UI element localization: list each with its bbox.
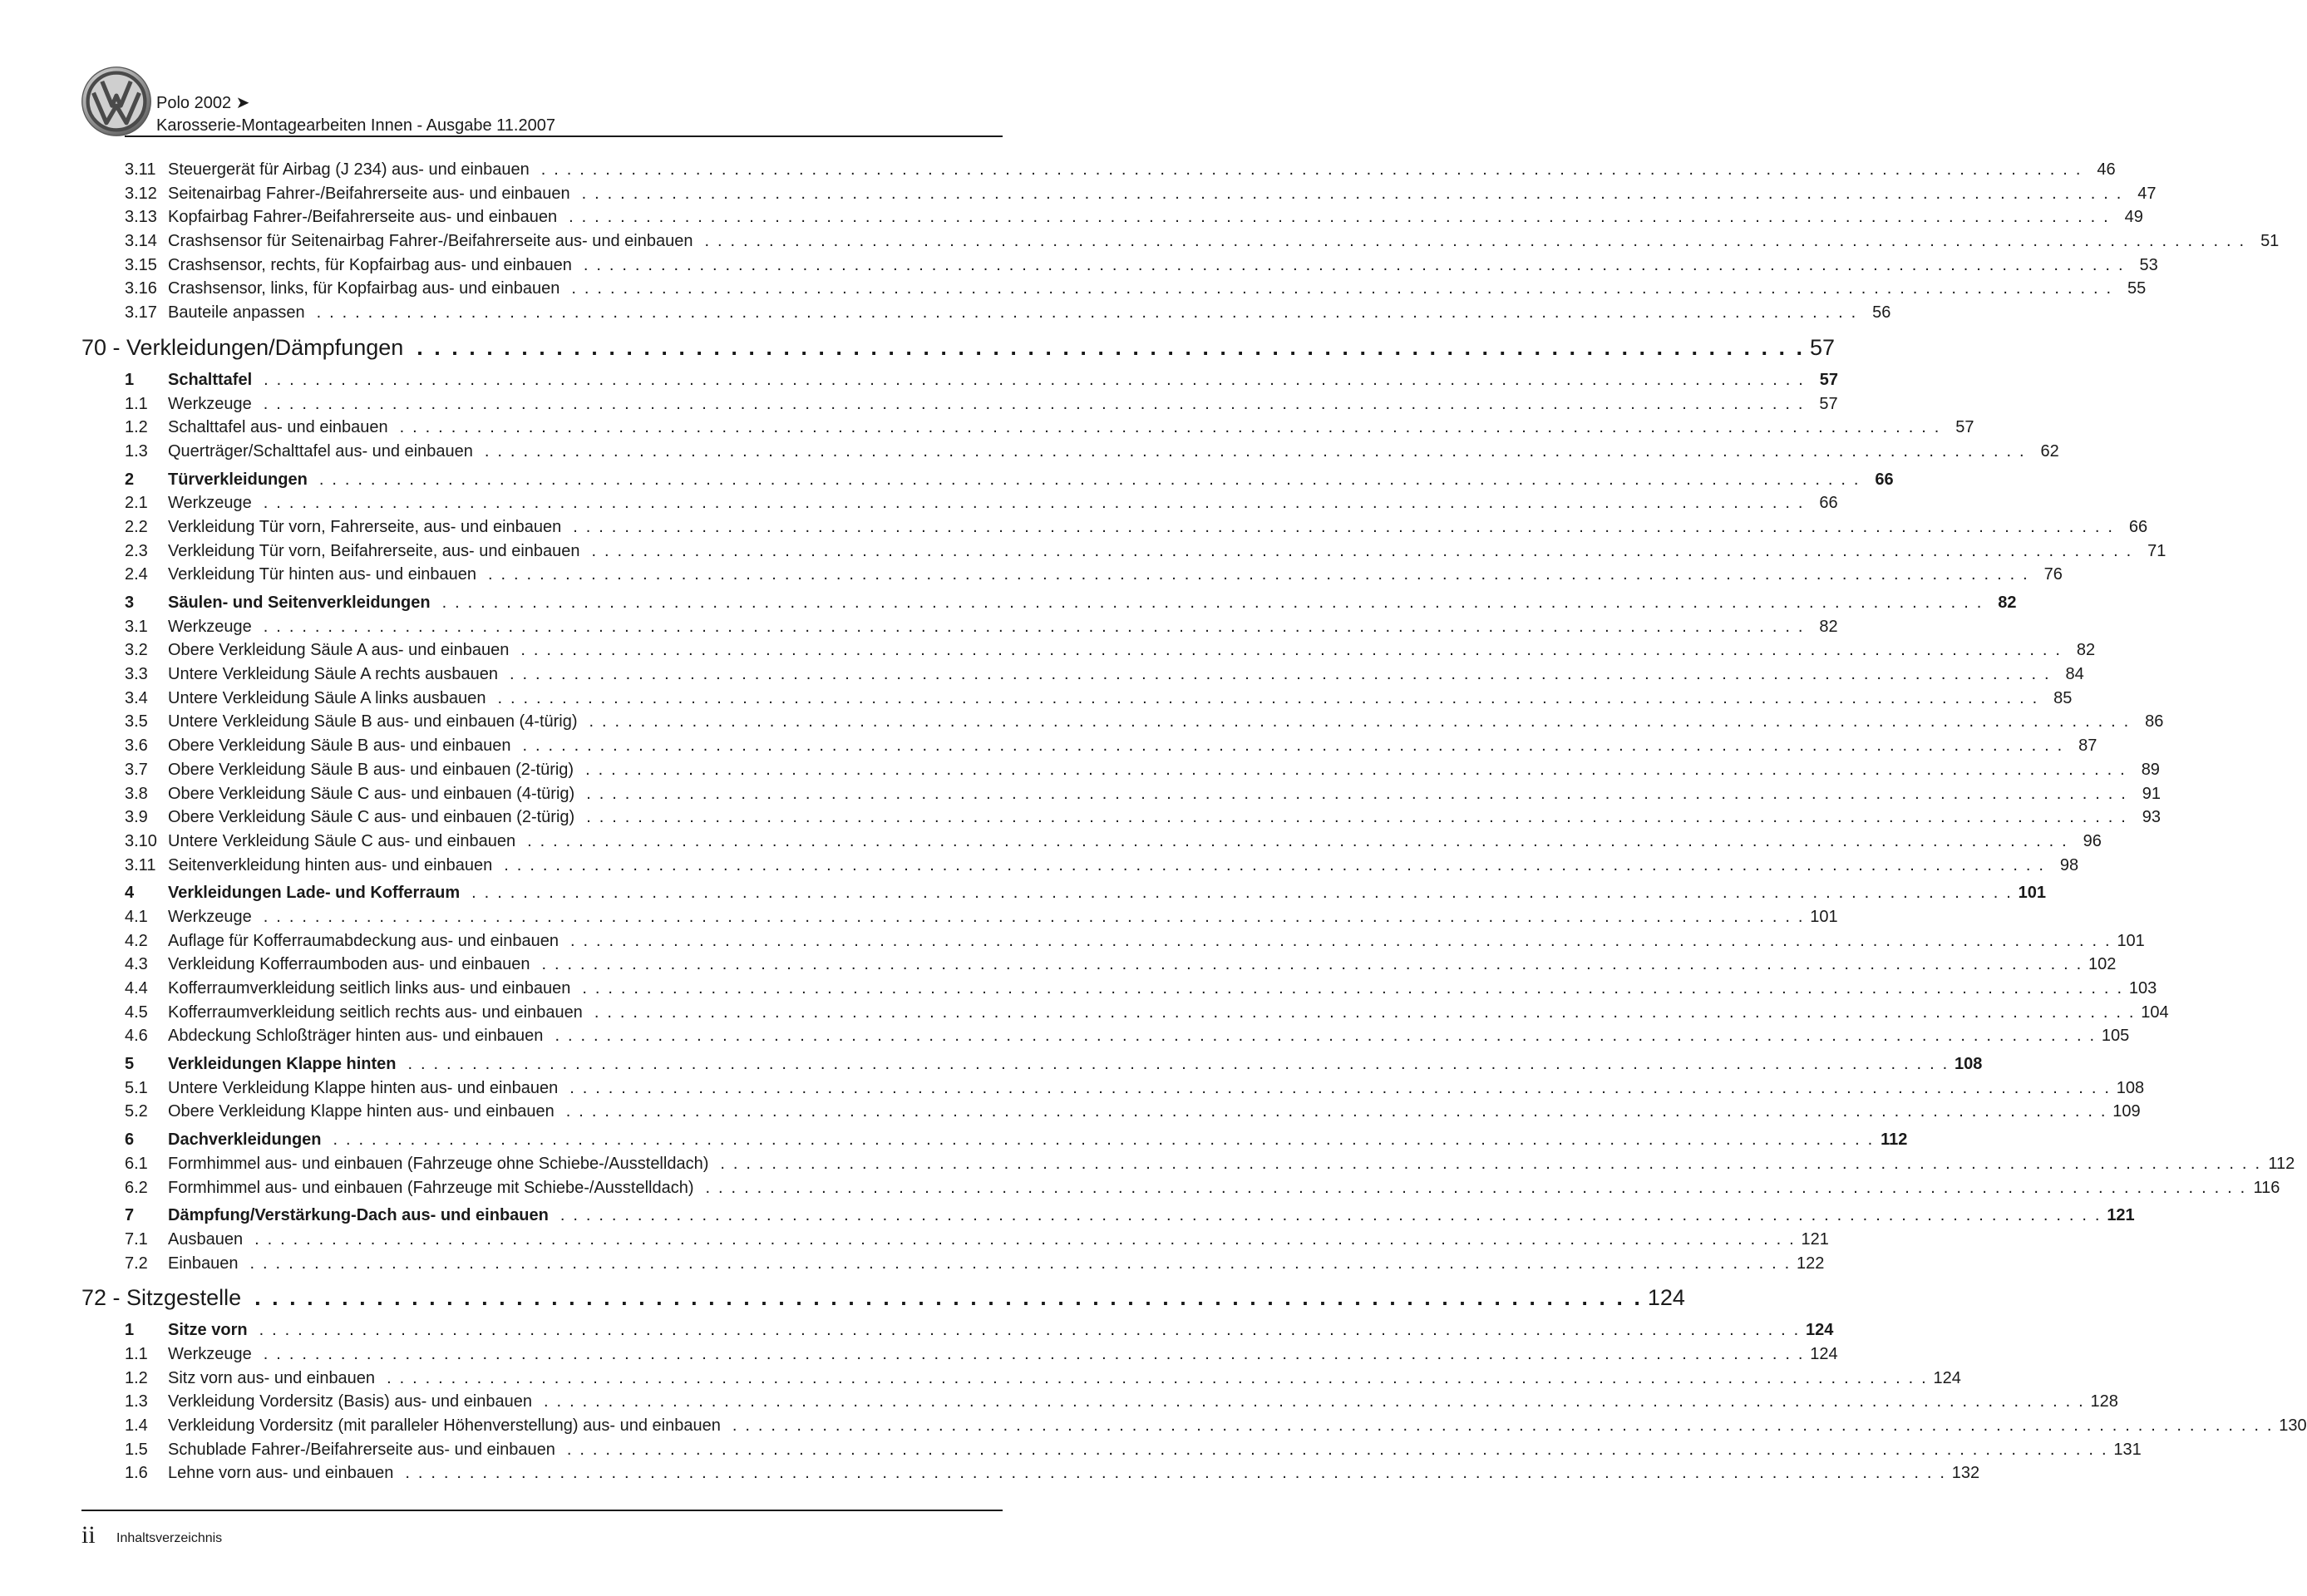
toc-entry[interactable]: [81, 539, 2167, 564]
toc-entry[interactable]: [81, 1100, 2141, 1124]
toc-entry[interactable]: [81, 1076, 2145, 1101]
toc-entry-title: Schalttafel: [168, 370, 253, 389]
dot-leader: . . . . . . . . . . . . . . . . . . . . . . . . . . . . . . . . . . . . . . . . . . . . . . . . . . . . . . . . . . . . . . . . . . . . . . . . . . . . . . . . . . . . . . . . . . . . . . . . . . . . . . . . . . . . . . . . . . . . . . . .: [522, 736, 2064, 756]
toc-entry-page: 112: [2268, 1154, 2295, 1173]
toc-entry-page: 82: [2076, 641, 2096, 660]
toc-entry-page: 131: [2113, 1440, 2142, 1459]
toc-entry-title: Verkleidung Kofferraumboden aus- und einbauen: [168, 955, 530, 974]
toc-entry-page: 51: [2260, 232, 2280, 251]
toc-entry-page: 62: [2040, 441, 2059, 461]
toc-entry[interactable]: [81, 805, 2162, 830]
dot-leader: . . . . . . . . . . . . . . . . . . . . . . . . . . . . . . . . . . . . . . . . . . . . . . . . . . . . . . . . . . . . . . . . . . . . . . . . . . . . . . . . . . . . . . . . . . . . . . . . . . . . . . . . . . . . . . . . . . . . . . . .: [573, 517, 2115, 536]
toc-entry[interactable]: [81, 1252, 1825, 1276]
dot-leader: . . . . . . . . . . . . . . . . . . . . . . . . . . . . . . . . . . . . . . . . . . . . . . . . . . . . . . . . . . . . . . . . . . . . . . . . . . . . . . . . . . . . . . . . . . . . . . . . . . . . . . . . . . . . . . . . . . . . . . . .: [333, 1130, 1875, 1150]
dot-leader: . . . . . . . . . . . . . . . . . . . . . . . . . . . . . . . . . . . . . . . . . . . . . . . . . . . . . . . . . . . . . . . . . . . . . . . . . . . . . . . . . . . . . . . . . . . . . . . . . . . . . . . . . . . . . . . . . . . . . . . .: [540, 160, 2083, 179]
toc-entry-number: 1.4: [125, 1416, 148, 1435]
footer-label: Inhaltsverzeichnis: [116, 1531, 223, 1545]
dot-leader: . . . . . . . . . . . . . . . . . . . . . . . . . . . . . . . . . . . . . . . . . . . . . . . . . . . . . . . . . . . . . . . . . . . . . . . . . . . . . . . . . . . . . . . . . . . . . . . . . . . . . . . . . . . . . . . . . . . . . . . .: [399, 418, 1941, 437]
dot-leader: . . . . . . . . . . . . . . . . . . . . . . . . . . . . . . . . . . . . . . . . . . . . . . . . . . . . . . . . . . . . . . . . . . . . . . . . . . . . . . . . . . . . . . . . . . . . . . . . . . . . . . . . . . . . . . . . . . . . . . . .: [471, 884, 2014, 903]
toc-entry-number: 1.5: [125, 1440, 148, 1459]
toc-entry-number: 3.1: [125, 617, 148, 636]
toc-entry[interactable]: [81, 491, 1838, 515]
vw-logo-icon: [81, 66, 152, 137]
toc-entry[interactable]: [81, 563, 2063, 587]
toc-entry-number: 4.1: [125, 907, 148, 926]
dot-leader: . . . . . . . . . . . . . . . . . . . . . . . . . . . . . . . . . . . . . . . . . . . . . . . . . . . . . . . . . . . . . . . . . . . . . . . . . . . . . . . . . . . . . . . . . . . . . . . . . . . . . . . . . . . . . . . . . . . . . . . .: [582, 979, 2124, 998]
toc-entry-page: 128: [2090, 1392, 2118, 1411]
toc-entry[interactable]: [81, 1152, 2295, 1176]
toc-section-entry[interactable]: [81, 1128, 1908, 1152]
toc-entry-title: Sitz vorn aus- und einbauen: [168, 1368, 376, 1387]
toc-entry-page: 55: [2127, 279, 2147, 298]
toc-entry-number: 2: [125, 470, 135, 489]
toc-entry-page: 53: [2139, 255, 2158, 274]
toc-entry-page: 121: [1801, 1229, 1829, 1249]
toc-entry-title: Kofferraumverkleidung seitlich links aus- und einbauen: [168, 979, 571, 998]
footer-page-number: ii: [81, 1521, 96, 1549]
toc-entry[interactable]: [81, 254, 2158, 278]
toc-entry-number: 2.4: [125, 565, 148, 584]
toc-entry[interactable]: [81, 1438, 2142, 1462]
toc-entry-page: 121: [2107, 1206, 2135, 1225]
toc-entry-number: 4: [125, 884, 135, 903]
toc-entry-title: Querträger/Schalttafel aus- und einbauen: [168, 441, 473, 461]
toc-entry-number: 3.10: [125, 831, 157, 850]
dot-leader: . . . . . . . . . . . . . . . . . . . . . . . . . . . . . . . . . . . . . . . . . . . . . . . . . . . . . . . . . . . . . . . . . . . . . . . . . . . . . . . . . . . . . . . . . . . . . . . . . . . . . . . . . . . . . . . . . . . . . . . .: [541, 955, 2083, 974]
header-subtitle: Karosserie-Montagearbeiten Innen - Ausgabe 11.2007: [156, 116, 555, 135]
dot-leader: . . . . . . . . . . . . . . . . . . . . . . . . . . . . . . . . . . . . . . . . . . . . . . . . . . . . . . . . . . . . . . . . . . . . . . . . . . . . . . . . . . . . . . . . . . . . . . . . . . . . . . . . . . . . . . . . . . . . . . . .: [488, 565, 2029, 584]
toc-entry-title: Dachverkleidungen: [168, 1130, 322, 1150]
toc-entry-title: Werkzeuge: [168, 394, 252, 413]
dot-leader: . . . . . . . . . . . . . . . . . . . . . . . . . . . . . . . . . . . . . . . . . . . . . . . . . . . . . . . . . . . . . . . . . . . . . . . . . . . . . . . . . . . . . . . . . . . . . . . . . . . . . . . . . . . . . . . . . . . . . . . .: [559, 1206, 2102, 1225]
toc-entry-number: 1.1: [125, 1344, 148, 1363]
toc-entry-page: 76: [2043, 565, 2063, 584]
toc-entry-number: 3.14: [125, 232, 157, 251]
toc-entry-page: 116: [2253, 1178, 2280, 1197]
toc-entry-page: 98: [2059, 855, 2079, 874]
toc-entry-page: 46: [2097, 160, 2116, 179]
toc-entry-number: 3.8: [125, 784, 148, 803]
dot-leader: . . . . . . . . . . . . . . . . . . . . . . . . . . . . . . . . . . . . . . . . . . . . . . . . . . . . . . . . . . . . . . . . . . . . . . . . . . . . . . . . . . . . . . . . . . . . . . . . . . . . . . . . . . . . . . . . . . . . . . . .: [263, 494, 1805, 513]
toc-entry-page: 93: [2142, 808, 2162, 827]
toc-entry-number: 4.6: [125, 1027, 148, 1046]
toc-entry[interactable]: [81, 687, 2073, 711]
toc-entry[interactable]: [81, 929, 2145, 953]
toc-entry-title: Kopfairbag Fahrer-/Beifahrerseite aus- und einbauen: [168, 208, 558, 227]
toc-section-entry[interactable]: [81, 368, 1838, 392]
toc-entry[interactable]: [81, 953, 2117, 977]
dot-leader: . . . . . . . . . . . . . . . . . . . . . . . . . . . . . . . . . . . . . . . . . . . . . . . . . . . . . . . . . . . . . . . . . . . . . . . . . . . . . . . . . . . . . . . . . . . . . . . . . . . . . . . . . . . . . . . . . . . . . . . .: [405, 1464, 1947, 1483]
dot-leader: . . . . . . . . . . . . . . . . . . . . . . . . . . . . . . . . . . . . . . . . . . . . . . . . . . . . . . . . . . . . . . . . . . . . . . . . . . . . . . . . . . . . . . . . . . . . . . . . . . . . . . . . . . . . . . . . . . . . . . . .: [589, 712, 2131, 732]
toc-entry[interactable]: [81, 1342, 1838, 1367]
dot-leader: . . . . . . . . . . . . . . . . . . . . . . . . . . . . . . . . . . . . . . . . . . . . . . . . . . . . . . . . . . . . . . . . . . . . . . . . . . . . . . . . . . . . . . . . . . . . . . . . . . . . . . . . . . . . . . . . . . . . . . . .: [569, 208, 2110, 227]
toc-entry-title: Untere Verkleidung Säule A rechts ausbauen: [168, 665, 498, 684]
toc-entry-number: 3: [125, 594, 135, 612]
dot-leader: . . . . . . . . . . . . . . . . . . . . . . . . . . . . . . . . . . . . . . . . . . . . . . . . . . . . . . . . . . . . . . . . . . . . . . . . . . . . . . . . . . . . . . . . . . . . . . . . . . . . . . . . . . . . . . . . . . . . . . . .: [509, 665, 2051, 684]
toc-entry[interactable]: [81, 277, 2147, 301]
toc-entry-title: Schalttafel aus- und einbauen: [168, 418, 388, 437]
toc-entry-page: 109: [2112, 1102, 2141, 1121]
toc-entry-page: 56: [1872, 303, 1891, 323]
toc-section-entry[interactable]: [81, 591, 2017, 615]
dot-leader: . . . . . . . . . . . . . . . . . . . . . . . . . . . . . . . . . . . . . . . . . . . . . . . . . . . . . . . . . . . . . . . . . . . . . . . . . . . . . . . . . . . . . . . . . . . . . . . . . . . . . . . . . . . . . . . . . . . . . . . .: [705, 1178, 2247, 1197]
footer-rule: [81, 1510, 1003, 1511]
toc-entry-page: 124: [1810, 1344, 1838, 1363]
toc-entry-number: 3.2: [125, 641, 148, 660]
toc-entry[interactable]: [81, 977, 2157, 1001]
toc-entry[interactable]: [81, 638, 2096, 663]
toc-entry[interactable]: [81, 229, 2280, 254]
chapter-page: 57: [1810, 334, 1836, 360]
toc-entry-title: Schublade Fahrer-/Beifahrerseite aus- und einbauen: [168, 1440, 555, 1459]
toc-entry-page: 103: [2128, 979, 2157, 998]
dot-leader: . . . . . . . . . . . . . . . . . . . . . . . . . . . . . . . . . . . . . . . . . . . . . . . . . . . . . . . . . . . . . . . . . . . . . . . . . . . . . . . . . . . . . . . . . . . . . . . . . . . . . . . . . . . . . . . . . . . . . . . .: [594, 1002, 2136, 1022]
toc-entry-page: 101: [1810, 907, 1838, 926]
toc-entry-title: Formhimmel aus- und einbauen (Fahrzeuge ohne Schiebe-/Ausstelldach): [168, 1154, 709, 1173]
toc-entry[interactable]: [81, 1390, 2118, 1414]
toc-entry-number: 7.2: [125, 1254, 148, 1273]
toc-entry-page: 47: [2137, 184, 2157, 203]
toc-entry-page: 105: [2101, 1027, 2130, 1046]
toc-entry-number: 3.15: [125, 255, 157, 274]
dot-leader: . . . . . . . . . . . . . . . . . . . . . . . . . . . . . . . . . . . . . . . . . . . . . . . . . . . . . . . . . . . . . . . . . . . . . . . . . . . . . . . . . . . . . . . . . . . . . . . . . . . . . . . . . . . . . . . . . . . . . . . .: [497, 688, 2039, 707]
dot-leader: . . . . . . . . . . . . . . . . . . . . . . . . . . . . . . . . . . . . . . . . . . . . . . . . . . . . . . . . . . . . . . . . . . . . . . . . . . . . . . . . . . . . . . . . . . . . . . . . . . . . . . . . . . . . . . . . . . . . . . . .: [259, 1321, 1801, 1340]
toc-entry[interactable]: [81, 301, 1891, 325]
toc-entry-title: Kofferraumverkleidung seitlich rechts aus- und einbauen: [168, 1002, 583, 1022]
toc-entry-page: 124: [1806, 1321, 1834, 1340]
toc-entry-page: 122: [1797, 1254, 1825, 1273]
dot-leader: . . . . . . . . . . . . . . . . . . . . . . . . . . . . . . . . . . . . . . . . . . . . . . . . . . . . . . . . . . . . . . . . . . . . . . . . . . . . . . . . . . . . . . . . . . . . . . . . . . . . . . . . . . . . . . . . . . . . . . . .: [571, 279, 2113, 298]
toc-entry-title: Verkleidungen Klappe hinten: [168, 1055, 397, 1074]
toc-entry-page: 108: [1954, 1055, 1983, 1074]
toc-entry-number: 3.4: [125, 688, 148, 707]
toc-entry[interactable]: [81, 392, 1838, 416]
dot-leader: . . . . . . . . . . . . . . . . . . . . . . . . . . . . . . . . . . . . . . . . . . . . . . . . . . . . . . . . . . . . . . . . . . . . . . . . . . . . . . . . . . . . . . . . . . . . . . . . . . . . . . . . . . . . . . . . . . . . . . . .: [586, 784, 2128, 803]
toc-entry-title: Werkzeuge: [168, 494, 252, 513]
toc-entry[interactable]: [81, 182, 2157, 206]
toc-entry-page: 96: [2083, 831, 2102, 850]
dot-leader: . . . . . . . . . . . . . . . . . . . . . . . . . . . . . . . . . . . . . . . . . . . . . . . . . . . . . . . . . . . . . . . . . . . . . . . . . . . . . . . . . . . . . . . . . . . . . . . . . . . . . . . . . . . . . . . . . . . . . . . .: [569, 931, 2112, 950]
dot-leader: . . . . . . . . . . . . . . . . . . . . . . . . . . . . . . . . . . . . . . . . . . . . . . . . . . . . . . . . . . . . . . . . . . . . . . . . . . . . . . . . . . . . . . . . . . . . . . . . . . . . . . . . . . . . . . . . . . . . . . . .: [263, 1344, 1805, 1363]
toc-entry[interactable]: [81, 416, 1974, 440]
toc-entry-number: 2.3: [125, 541, 148, 560]
toc-entry-number: 3.13: [125, 208, 157, 227]
header-title: Polo 2002 ➤: [156, 94, 250, 112]
toc-entry-page: 57: [1819, 370, 1838, 389]
dot-leader: . . . . . . . . . . . . . . . . . . . . . . . . . . . . . . . . . . . . . . . . . . . . . . . . . . . . . . . . . . . . . . . . . . . . . . . . . . . . . . . . . . . . . . . . . . . . . . . . . . . . . . . . . . . . . . . . . . . . . . . .: [704, 232, 2246, 251]
toc-entry-title: Verkleidung Tür hinten aus- und einbauen: [168, 565, 477, 584]
toc-entry-page: 66: [1819, 494, 1838, 513]
toc-entry-title: Säulen- und Seitenverkleidungen: [168, 594, 431, 612]
dot-leader: . . . . . . . . . . . . . . . . . . . . . . . . . . . . . . . . . . . . . . . . . . . . . . . . . . . . . . . . . . . . . . . . . . . . . . . . . . . . . . . . . . . . . . . . . . . . . . . . . . . . . . . . . . . . . . . . . . . . . . . .: [583, 255, 2125, 274]
toc-section-entry[interactable]: [81, 1318, 1834, 1342]
toc-section-entry[interactable]: [81, 468, 1894, 492]
toc-entry-number: 3.5: [125, 712, 148, 732]
toc-entry-title: Untere Verkleidung Säule C aus- und einbauen: [168, 831, 516, 850]
toc-entry-number: 5.2: [125, 1102, 148, 1121]
toc-entry-number: 2.1: [125, 494, 148, 513]
toc-entry-number: 3.9: [125, 808, 148, 827]
toc-section-entry[interactable]: [81, 1052, 1983, 1076]
toc-entry[interactable]: [81, 734, 2097, 758]
toc-entry-title: Untere Verkleidung Klappe hinten aus- und einbauen: [168, 1078, 559, 1097]
chapter-title: 72 - Sitzgestelle: [81, 1285, 242, 1311]
toc-entry[interactable]: [81, 663, 2084, 687]
toc-entry-number: 1.2: [125, 1368, 148, 1387]
toc-entry-number: 5: [125, 1055, 135, 1074]
toc-entry-number: 3.16: [125, 279, 157, 298]
toc-entry-page: 89: [2141, 760, 2160, 779]
toc-entry-title: Ausbauen: [168, 1229, 244, 1249]
dot-leader: . . . . . . . . . . . . . . . . . . . . . . . . . . . . . . . . . . . . . . . . . . . . . . . . . . . . . . . . . . . . . . . . . . . . . . . . . . . . . . . . . . . . . . . . . . . . . . . . . . . . . . . . . . . . . . . . . . . . . . . .: [581, 184, 2123, 203]
dot-leader: . . . . . . . . . . . . . . . . . . . . . . . . . . . . . . . . . . . . . . . . . . . . . . . . . . . . . . . . . . . . . . . . . . . . . . . . . . . . . . . . . . . . . . . . . . . . . . . . . . . . . . . . . . . . . . . . . . . . . . . .: [254, 1229, 1796, 1249]
toc-entry-page: 49: [2124, 208, 2143, 227]
toc-entry-number: 1: [125, 370, 135, 389]
toc-entry-title: Obere Verkleidung Säule C aus- und einbauen (4-türig): [168, 784, 575, 803]
toc-entry[interactable]: [81, 1367, 1961, 1391]
chapter-title: 70 - Verkleidungen/Dämpfungen: [81, 334, 404, 360]
toc-entry-number: 3.11: [125, 160, 156, 179]
toc-entry-page: 124: [1933, 1368, 1961, 1387]
toc-entry-title: Crashsensor, links, für Kopfairbag aus- und einbauen: [168, 279, 560, 298]
toc-entry-title: Verkleidung Tür vorn, Fahrerseite, aus- und einbauen: [168, 517, 562, 536]
toc-entry-number: 4.2: [125, 931, 148, 950]
dot-leader: . . . . . . . . . . . . . . . . . . . . . . . . . . . . . . . . . . . . . . . . . . . . . . . . . . . . . . . . . . . . . . . . . . . . . . . . . . . . . . . . . . . . . . . . . . . . . . . . . . . . . . . . . . . . . . . . . . . . . . . .: [316, 303, 1858, 323]
toc-entry-page: 102: [2088, 955, 2117, 974]
toc-entry-title: Einbauen: [168, 1254, 239, 1273]
table-of-contents: [81, 158, 2307, 1485]
dot-leader: . . . . . . . . . . . . . . . . . . . . . . . . . . . . . . . . . . . . . . . . . . . . . . . . . . . . . . . . . . . . . . . . . . . . . . . . . . . . . . . . . . . . . . . . . . . . . . . . . . . . . . . . . . . . . . . . . . . . . . . .: [504, 855, 2046, 874]
toc-entry-page: 84: [2065, 665, 2084, 684]
toc-entry[interactable]: [81, 905, 1838, 929]
dot-leader: . . . . . . . . . . . . . . . . . . . . . . . . . . . . . . . . . . . . . . . . . . . . . . . . . . . . . . . . . . . . . . . . . . . . . . . . . . . . . . . . . . . . . . . . . . . . . . . . . . . . . . . . . . . . . . . . . . . . . . . .: [555, 1027, 2097, 1046]
dot-leader: . . . . . . . . . . . . . . . . . . . . . . . . . . . . . . . . . . . . . . . . . . . . . . . . . . . . . . . . . . . . . . . . . . . . . . . . . . . . . . . . . . . . . . . . . . . . . . . . . . . . . . . . . . . . . . . . . . . . . . . .: [318, 470, 1861, 489]
dot-leader: . . . . . . . . . . . . . . . . . . . . . . . . . . . . . . . . . . . . . . . . . . . . . . . . . . . . . . . . . . . . . . . . . . . . . . . . . . . . . . . . . . . . . . . . . . . . . . . . . . . . . . . . . . . . . . . . . . . . . . . .: [520, 641, 2063, 660]
dot-leader: . . . . . . . . . . . . . . . . . . . . . . . . . . . . . . . . . . . . . . . . . . . . . . . . . . . . . . . . . . . . . . . . . . . . . . . . . . . . . . . . . . . . . . . . . . . . . . . . . . . . . . . . . . . . . . . . . . . . . . . .: [544, 1392, 2085, 1411]
toc-entry-number: 7.1: [125, 1229, 148, 1249]
dot-leader: . . . . . . . . . . . . . . . . . . . . . . . . . . . . . . . . . . . . . . . . . . . . . . . . . . . . . . . . . . . . . . . . . . . . . . . . . . . . . . . . . . . . . . . . . . . . . . . . . . . . . . . . . . . . . . . . . . . . . . . .: [249, 1254, 1792, 1273]
dot-leader: . . . . . . . . . . . . . . . . . . . . . . . . . . . . . . . . . . . . . . . . . . . . . . . . . . . . . . . . . . . . . . . . . . . . . . . . . . . . . . . . . . . . . . . . . . . . . . . . . . . . . . . . . . . . . . . . . . . . . . . .: [720, 1154, 2262, 1173]
toc-entry[interactable]: [81, 1461, 1980, 1485]
toc-entry-title: Türverkleidungen: [168, 470, 308, 489]
dot-leader: . . . . . . . . . . . . . . . . . . . . . . . . . . . . . . . . . . . . . . . . . . . . . . . . . . . . . . . . . . . . . . . . . . . . . . . . . . . . . . . . . . . . . . . . . . . . . . . . . . . . . . . . . . . . . . . . . . . . . . . .: [586, 808, 2128, 827]
toc-entry-title: Seitenairbag Fahrer-/Beifahrerseite aus- und einbauen: [168, 184, 570, 203]
toc-entry[interactable]: [81, 854, 2079, 878]
toc-entry-title: Lehne vorn aus- und einbauen: [168, 1464, 394, 1483]
toc-entry-title: Werkzeuge: [168, 907, 252, 926]
toc-entry-title: Verkleidung Tür vorn, Beifahrerseite, aus- und einbauen: [168, 541, 580, 560]
toc-entry-page: 86: [2145, 712, 2164, 732]
toc-entry-title: Crashsensor für Seitenairbag Fahrer-/Beifahrerseite aus- und einbauen: [168, 232, 693, 251]
toc-entry-page: 108: [2116, 1078, 2145, 1097]
toc-entry-number: 4.5: [125, 1002, 148, 1022]
toc-entry-title: Obere Verkleidung Säule B aus- und einbauen: [168, 736, 511, 756]
toc-entry-page: 101: [2018, 884, 2047, 903]
toc-entry-title: Verkleidungen Lade- und Kofferraum: [168, 884, 461, 903]
dot-leader: . . . . . . . . . . . . . . . . . . . . . . . . . . . . . . . . . . . . . . . . . . . . . . . . . . . . . . . . . . . . . . . . . . . . . . . . . . . . . . . . . . . . . . . . . . . . . . . . . . . . . . . . . . . . . . . . . . . . . . . .: [407, 1055, 1950, 1074]
toc-entry-number: 3.7: [125, 760, 148, 779]
toc-entry-title: Crashsensor, rechts, für Kopfairbag aus- und einbauen: [168, 255, 572, 274]
toc-section-entry[interactable]: [81, 1204, 2135, 1228]
toc-entry[interactable]: [81, 158, 2116, 182]
toc-entry-number: 7: [125, 1206, 135, 1225]
toc-chapter-heading[interactable]: [81, 332, 1836, 362]
toc-entry-page: 71: [2147, 541, 2167, 560]
toc-entry-page: 101: [2117, 931, 2145, 950]
toc-entry-number: 2.2: [125, 517, 148, 536]
toc-entry-title: Seitenverkleidung hinten aus- und einbauen: [168, 855, 493, 874]
toc-entry-title: Obere Verkleidung Säule B aus- und einbauen (2-türig): [168, 760, 574, 779]
toc-entry-number: 5.1: [125, 1078, 148, 1097]
toc-entry-title: Verkleidung Vordersitz (Basis) aus- und einbauen: [168, 1392, 533, 1411]
toc-entry-number: 3.3: [125, 665, 148, 684]
toc-entry-number: 6.2: [125, 1178, 148, 1197]
toc-entry-page: 66: [2128, 517, 2148, 536]
dot-leader: . . . . . . . . . . . . . . . . . . . . . . . . . . . . . . . . . . . . . . . . . . . . . . . . . . . . . . . . . . . . . . . . . . . . . . . . . . . . . . . . . . . . . . . . . . . . . . . . . . . . . . . . . . . . . . . . . . . . . . . .: [484, 441, 2026, 461]
toc-entry-number: 4.4: [125, 979, 148, 998]
toc-entry[interactable]: [81, 1414, 2307, 1438]
toc-entry[interactable]: [81, 1001, 2169, 1025]
dot-leader: . . . . . . . . . . . . . . . . . . . . . . . . . . . . . . . . . . . . . . . . . . . . . . . . . . . . . . . . . . . . . . . . . . . . . . . . . . . . . . . . . . . . . . . . . . . . . . . . . . . . . . . . . . . . . . . . . . . . . . . .: [591, 541, 2133, 560]
toc-entry-page: 82: [1819, 617, 1838, 636]
dot-leader: . . . . . . . . . . . . . . . . . . . . . . . . . . . . . . . . . . . . . . . . . . . . . . . . . . . . . . . . . . . . . . . . . . . . . . . . . . . . . . . . . . . . . . . . . . . . . . . . . . . . . . . . . . . . . . . . . . . . . . . .: [387, 1368, 1928, 1387]
toc-entry-page: 66: [1875, 470, 1894, 489]
toc-entry-page: 130: [2279, 1416, 2307, 1435]
toc-entry-number: 1.3: [125, 1392, 148, 1411]
toc-entry-number: 6: [125, 1130, 135, 1150]
toc-entry-number: 3.12: [125, 184, 157, 203]
toc-entry-title: Werkzeuge: [168, 1344, 252, 1363]
dot-leader: . . . . . . . . . . . . . . . . . . . . . . . . . . . . . . . . . . . . . . . . . . . . . . . . . . . . . . . . . . . . . . . . . . . . . . . . . . . . . . . . . . . . . . . . . . . . . . . . . . . . . . . . . . . . . . . . . . . . . . . .: [441, 594, 1984, 612]
toc-entry[interactable]: [81, 710, 2164, 734]
toc-entry-page: 85: [2053, 688, 2073, 707]
toc-entry-number: 1.2: [125, 418, 148, 437]
header-rule: [125, 135, 1003, 137]
toc-entry-page: 82: [1998, 594, 2017, 612]
dot-leader: . . . . . . . . . . . . . . . . . . . . . . . . . . . . . . . . . . . . . . . . . . . . . . . . . . . . . . . . . . . . . . . . . . . . . . . . . . . . . . . . . . . . . . . . . . . . . . . . . . . . . . . . . . . . . . . . . . . . . . . .: [566, 1440, 2108, 1459]
toc-entry-number: 4.3: [125, 955, 148, 974]
toc-entry[interactable]: [81, 440, 2059, 464]
toc-entry-page: 112: [1881, 1130, 1908, 1150]
toc-entry-title: Obere Verkleidung Säule A aus- und einbauen: [168, 641, 510, 660]
toc-entry[interactable]: [81, 758, 2160, 782]
toc-entry[interactable]: [81, 1176, 2280, 1200]
dot-leader: . . . . . . . . . . . . . . . . . . . . . . . . . . . . . . . . . . . . . . . . . . . . . . . . . . . . . . . . . . . . . . . . . . . . . . . . . . . . . . . . . . . . . . . . . . . . . . . . . . . . . . . . . . . . . . . . . . . . . . . .: [527, 831, 2068, 850]
toc-section-entry[interactable]: [81, 881, 2047, 905]
toc-entry-title: Untere Verkleidung Säule A links ausbauen: [168, 688, 486, 707]
toc-entry[interactable]: [81, 1024, 2130, 1048]
toc-entry-title: Obere Verkleidung Klappe hinten aus- und einbauen: [168, 1102, 555, 1121]
toc-entry-page: 104: [2141, 1002, 2169, 1022]
chapter-page: 124: [1647, 1285, 1685, 1311]
toc-entry-title: Sitze vorn: [168, 1321, 248, 1340]
toc-entry-number: 1.6: [125, 1464, 148, 1483]
toc-entry-title: Untere Verkleidung Säule B aus- und einbauen (4-türig): [168, 712, 578, 732]
toc-entry-number: 1: [125, 1321, 135, 1340]
dot-leader: . . . . . . . . . . . . . . . . . . . . . . . . . . . . . . . . . . . . . . . . . . . . . . . . . . . . . . . . . . . . . . . . . . . . . . . . . . . . . . . . . . . . . . . . . . . . . . . . . . . . . . . . . . . . . . . . . . . . . . . .: [263, 907, 1805, 926]
toc-entry-number: 3.17: [125, 303, 157, 323]
toc-entry-title: Bauteile anpassen: [168, 303, 305, 323]
dot-leader: . . . . . . . . . . . . . . . . . . . . . . . . . . . . . . . . . . . . . . . . . . . . . . . . . . . . . . . . . . . . . . . . . . . . . . . . . . . . . . . . . . . . . . . . . . . . . . . . . . . . . . . . . . . . . . . . . . . . . . . .: [732, 1416, 2274, 1435]
dot-leader: . . . . . . . . . . . . . . . . . . . . . . . . . . . . . . . . . . . . . . . . . . . . . . . . . . . . . . . . . . . . . . . . . . . . . . . . . . . . . . . .: [254, 1285, 1643, 1311]
toc-entry-title: Dämpfung/Verstärkung-Dach aus- und einbauen: [168, 1206, 549, 1225]
toc-entry-title: Obere Verkleidung Säule C aus- und einbauen (2-türig): [168, 808, 575, 827]
dot-leader: . . . . . . . . . . . . . . . . . . . . . . . . . . . . . . . . . . . . . . . . . . . . . . . . . . . . . . . . . . . . . . . . . . . . . . . . . . . . . . . . . . . . . . . . . . . . . . . . . . . . . . . . . . . . . . . . . . . . . . . .: [263, 394, 1805, 413]
toc-entry-title: Abdeckung Schloßträger hinten aus- und einbauen: [168, 1027, 544, 1046]
toc-chapter-heading[interactable]: [81, 1283, 1685, 1313]
dot-leader: . . . . . . . . . . . . . . . . . . . . . . . . . . . . . . . . . . . . . . . . . . . . . . . . . . . . . . . . . . . . . . . . . . . . . . . . . . . . . . . . . . . . . . . . . . . . . . . . . . . . . . . . . . . . . . . . . . . . . . . .: [263, 617, 1805, 636]
dot-leader: . . . . . . . . . . . . . . . . . . . . . . . . . . . . . . . . . . . . . . . . . . . . . . . . . . . . . . . . . . . . . . . . . . . . . . . . . . . . . . . . . . . . . . . . . . . . . . . . . . . . . . . . . . . . . . . . . . . . . . . .: [264, 370, 1805, 389]
toc-entry-title: Auflage für Kofferraumabdeckung aus- und einbauen: [168, 931, 559, 950]
toc-entry[interactable]: [81, 615, 1838, 639]
toc-entry-page: 57: [1819, 394, 1838, 413]
dot-leader: . . . . . . . . . . . . . . . . . . . . . . . . . . . . . . . . . . . . . . . . . . . . . . . . . . . . . . . . . . . . . . . . . . . . . . . . . . . . . . . . . . . . . . . . . . . . . . . . . . . . . . . . . . . . . . . . . . . . . . . .: [569, 1078, 2112, 1097]
toc-entry-title: Verkleidung Vordersitz (mit paralleler Höhenverstellung) aus- und einbauen: [168, 1416, 721, 1435]
toc-entry-number: 6.1: [125, 1154, 148, 1173]
toc-entry-title: Werkzeuge: [168, 617, 252, 636]
toc-entry[interactable]: [81, 515, 2148, 539]
toc-entry-page: 91: [2142, 784, 2162, 803]
dot-leader: . . . . . . . . . . . . . . . . . . . . . . . . . . . . . . . . . . . . . . . . . . . . . . . . . . . . . . . . . . . . . . . . . . . . . . . . . . . . . . . .: [417, 334, 1806, 360]
toc-entry-page: 132: [1951, 1464, 1980, 1483]
toc-entry[interactable]: [81, 1228, 1829, 1252]
toc-entry-number: 1.3: [125, 441, 148, 461]
toc-entry-page: 87: [2078, 736, 2097, 756]
dot-leader: . . . . . . . . . . . . . . . . . . . . . . . . . . . . . . . . . . . . . . . . . . . . . . . . . . . . . . . . . . . . . . . . . . . . . . . . . . . . . . . . . . . . . . . . . . . . . . . . . . . . . . . . . . . . . . . . . . . . . . . .: [585, 760, 2127, 779]
dot-leader: . . . . . . . . . . . . . . . . . . . . . . . . . . . . . . . . . . . . . . . . . . . . . . . . . . . . . . . . . . . . . . . . . . . . . . . . . . . . . . . . . . . . . . . . . . . . . . . . . . . . . . . . . . . . . . . . . . . . . . . .: [565, 1102, 2107, 1121]
toc-entry[interactable]: [81, 205, 2143, 229]
toc-entry-number: 3.11: [125, 855, 156, 874]
toc-entry[interactable]: [81, 782, 2162, 806]
toc-entry-title: Steuergerät für Airbag (J 234) aus- und einbauen: [168, 160, 530, 179]
toc-entry-number: 3.6: [125, 736, 148, 756]
toc-entry[interactable]: [81, 830, 2102, 854]
toc-entry-number: 1.1: [125, 394, 148, 413]
toc-entry-page: 57: [1955, 418, 1974, 437]
toc-entry-title: Formhimmel aus- und einbauen (Fahrzeuge mit Schiebe-/Ausstelldach): [168, 1178, 694, 1197]
